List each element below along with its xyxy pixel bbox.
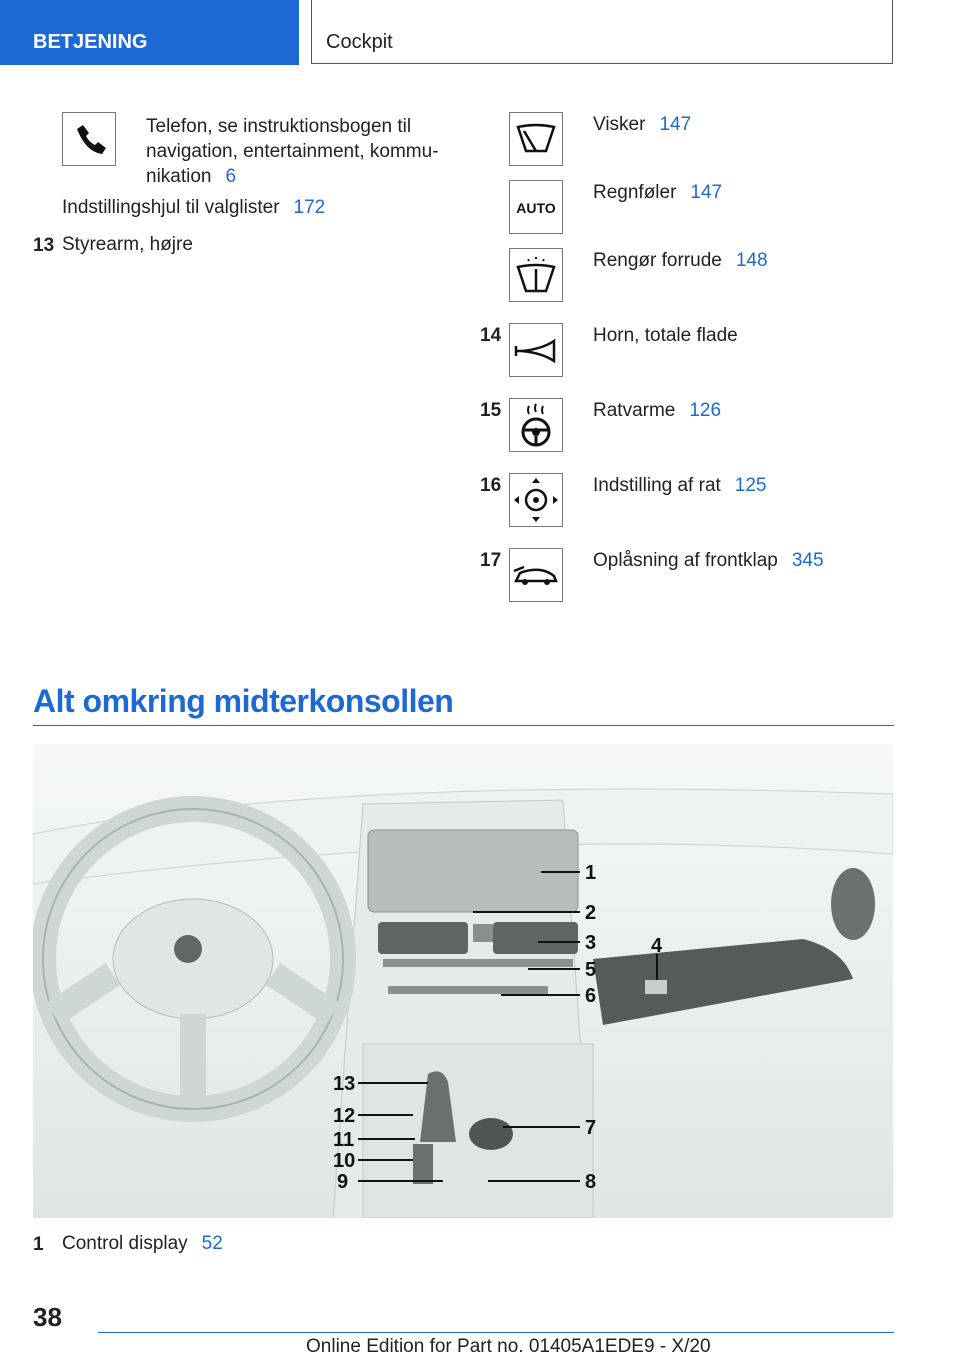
rengor-page-ref[interactable]: 148 xyxy=(735,250,768,271)
rengor-text xyxy=(593,248,768,273)
steering-adjust-icon xyxy=(509,473,563,527)
header-title: Cockpit xyxy=(326,31,393,53)
page-header xyxy=(311,0,893,64)
list-item-number-1: 1 xyxy=(33,1234,44,1255)
horn-icon xyxy=(509,323,563,377)
item14-text: Horn, totale flade xyxy=(593,325,738,346)
center-console-illustration xyxy=(33,744,893,1218)
list-item-1-label: Control display xyxy=(62,1233,188,1254)
washer-icon xyxy=(509,248,563,302)
item16-label: Indstilling af rat xyxy=(593,475,721,496)
telefon-line2: navigation, entertainment, kommu- xyxy=(146,141,439,162)
item16-page-ref[interactable]: 125 xyxy=(734,475,767,496)
list-item-1-page-ref[interactable]: 52 xyxy=(201,1233,223,1254)
list-item-1-text xyxy=(62,1231,223,1256)
chapter-tab[interactable] xyxy=(0,0,299,65)
footer-divider xyxy=(98,1332,894,1333)
item15-text xyxy=(593,398,721,423)
callout-1: 1 xyxy=(585,862,597,884)
callout-4: 4 xyxy=(651,935,663,957)
indstillingshjul-text xyxy=(62,195,325,220)
item16-text xyxy=(593,473,767,498)
telefon-line1: Telefon, se instruktionsbogen til xyxy=(146,116,412,137)
item15-page-ref[interactable]: 126 xyxy=(689,400,722,421)
item15-label: Ratvarme xyxy=(593,400,676,421)
item13-text: Styrearm, højre xyxy=(62,234,193,255)
regnfoler-label: Regnføler xyxy=(593,182,677,203)
item-number-14: 14 xyxy=(480,325,502,346)
wiper-icon xyxy=(509,112,563,166)
indstillingshjul-page-ref[interactable]: 172 xyxy=(293,197,326,218)
page-number: 38 xyxy=(33,1302,62,1332)
telefon-text xyxy=(146,114,439,189)
item17-label: Oplåsning af frontklap xyxy=(593,550,778,571)
indstillingshjul-label: Indstillingshjul til valglister xyxy=(62,197,280,218)
item17-text xyxy=(593,548,824,573)
item17-page-ref[interactable]: 345 xyxy=(791,550,824,571)
steering-heat-icon xyxy=(509,398,563,452)
regnfoler-text xyxy=(593,180,722,205)
callout-3: 3 xyxy=(585,932,597,954)
callout-2: 2 xyxy=(585,902,597,924)
chapter-label: BETJENING xyxy=(33,31,148,53)
visker-label: Visker xyxy=(593,114,646,135)
item-number-16: 16 xyxy=(480,475,502,496)
section-title: Alt omkring midterkonsollen xyxy=(33,683,454,719)
item-number-15: 15 xyxy=(480,400,502,421)
callout-5: 5 xyxy=(585,959,597,981)
callout-13: 13 xyxy=(333,1073,356,1095)
visker-text xyxy=(593,112,691,137)
visker-page-ref[interactable]: 147 xyxy=(659,114,692,135)
online-edition-text: Online Edition for Part no. 01405A1EDE9 - X/20 xyxy=(306,1336,711,1357)
item-number-13: 13 xyxy=(33,235,55,256)
rengor-label: Rengør forrude xyxy=(593,250,722,271)
hood-release-icon xyxy=(509,548,563,602)
telefon-line3: nikation xyxy=(146,166,212,187)
auto-icon xyxy=(509,180,563,234)
callout-11: 11 xyxy=(333,1129,355,1151)
center-console-svg xyxy=(33,744,893,1218)
callout-6: 6 xyxy=(585,985,597,1007)
callout-8: 8 xyxy=(585,1171,597,1193)
section-divider xyxy=(33,725,894,726)
regnfoler-page-ref[interactable]: 147 xyxy=(690,182,723,203)
telefon-page-ref[interactable]: 6 xyxy=(225,166,237,187)
callout-7: 7 xyxy=(585,1117,597,1139)
phone-icon xyxy=(62,112,116,166)
callout-12: 12 xyxy=(333,1105,356,1127)
auto-icon-text: AUTO xyxy=(516,200,556,216)
item-number-17: 17 xyxy=(480,550,502,571)
callout-9: 9 xyxy=(337,1171,349,1193)
callout-10: 10 xyxy=(333,1150,356,1172)
